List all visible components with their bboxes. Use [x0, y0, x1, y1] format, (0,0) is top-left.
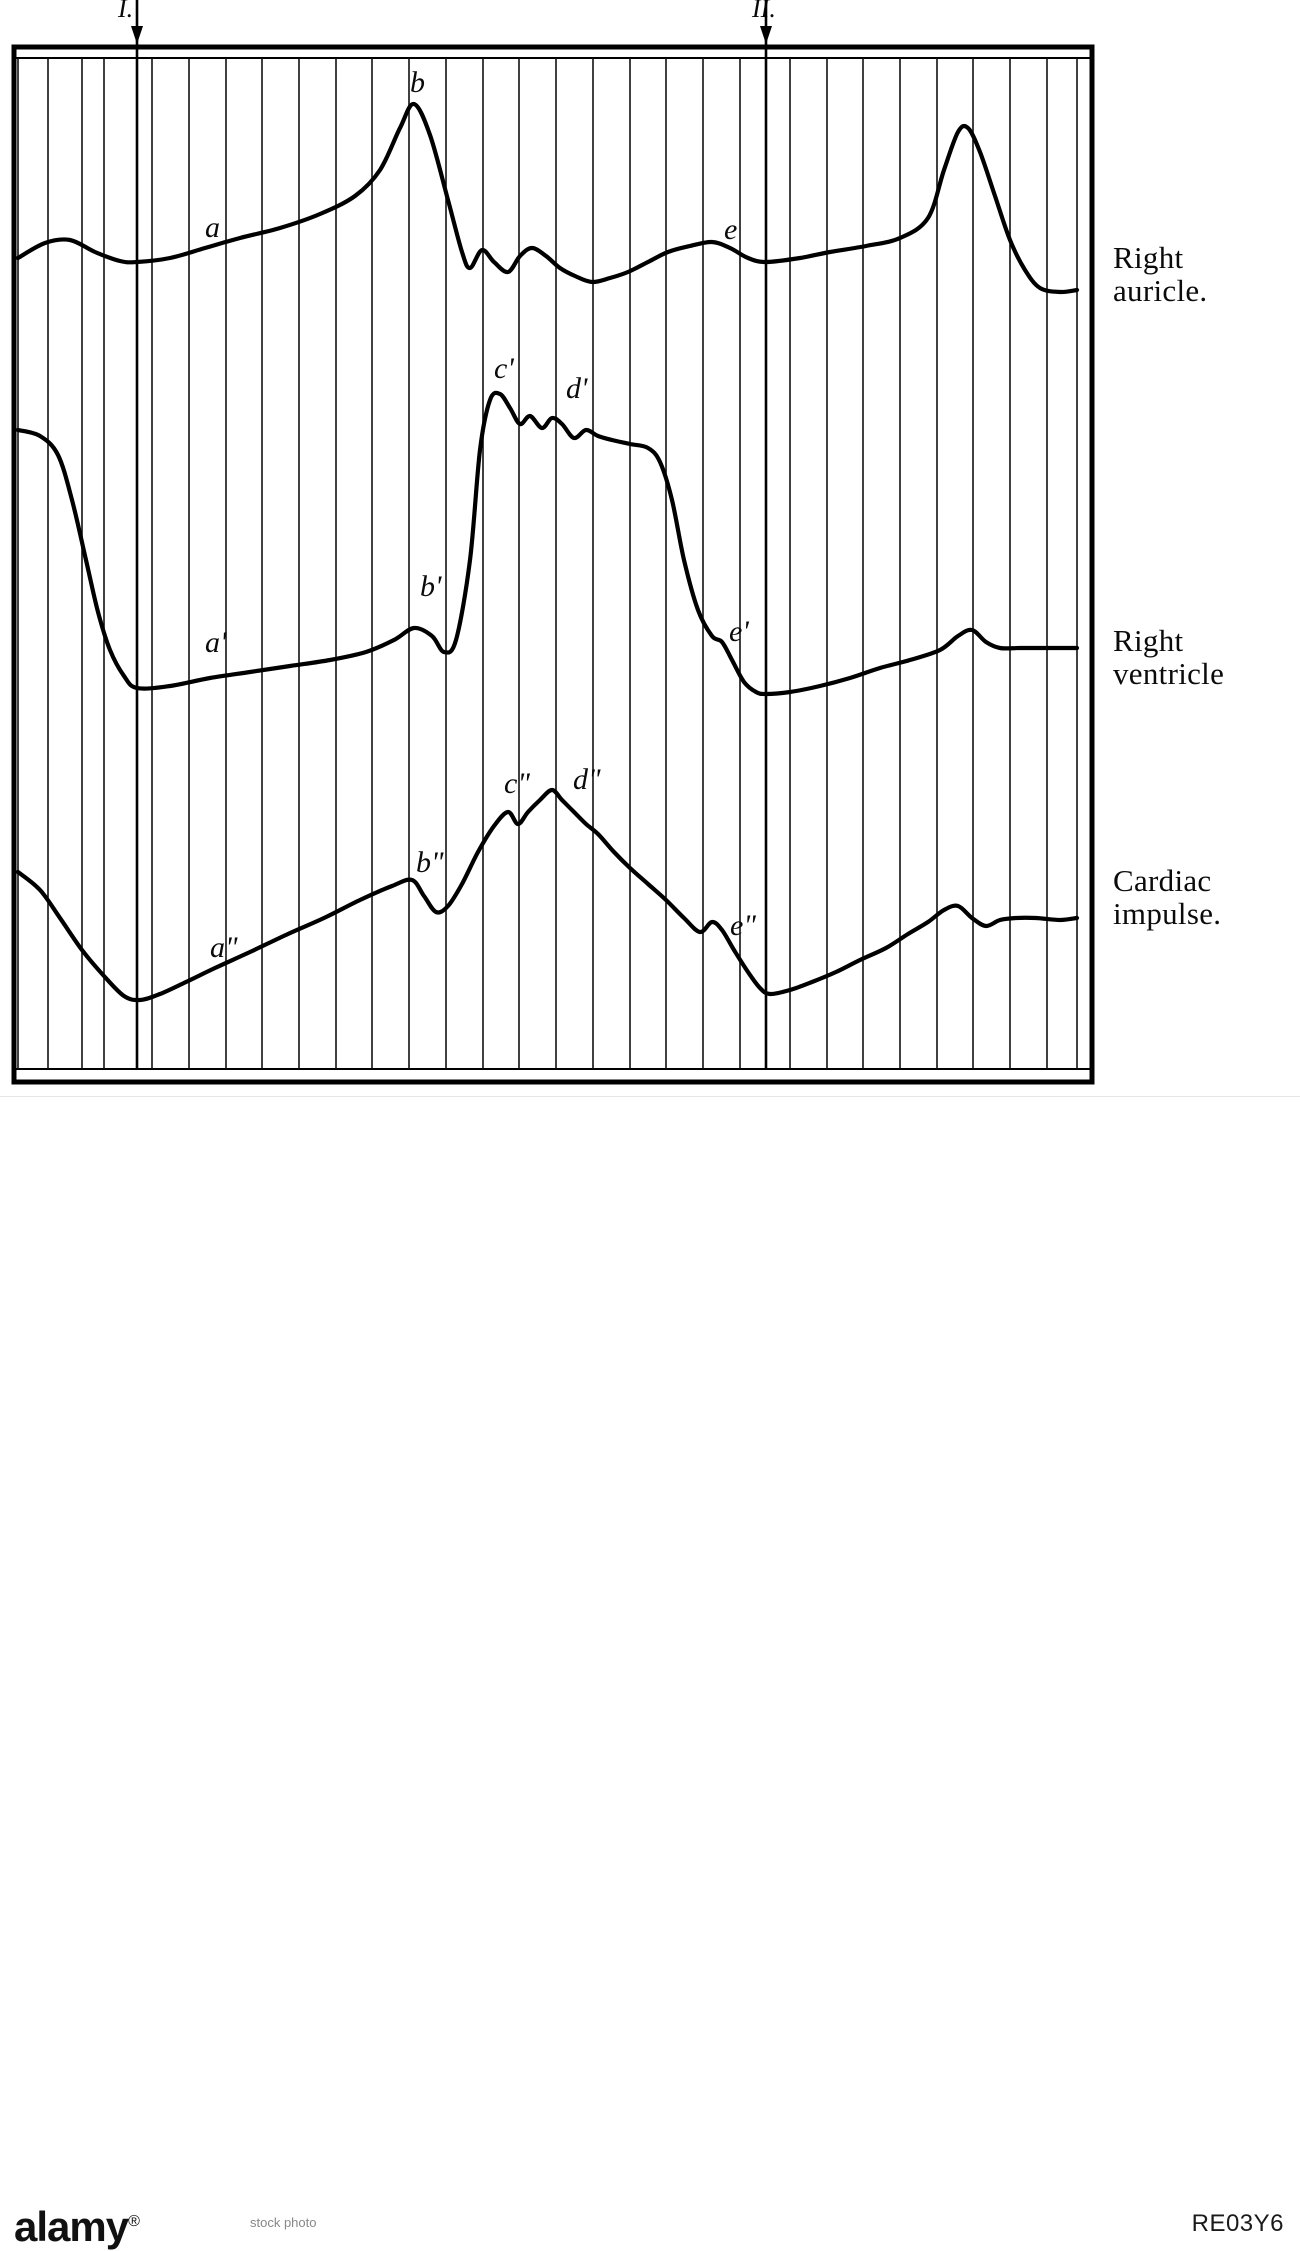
series-label-right-ventricle-line2: ventricle: [1113, 655, 1225, 691]
curve-annotation-11: a": [210, 931, 238, 964]
time-marker-I-arrow-icon: [131, 26, 143, 44]
curve-annotation-12: e": [730, 909, 756, 942]
figure-area: [0, 0, 1300, 1096]
series-label-right-auricle-line2: auricle.: [1113, 272, 1208, 308]
curve-annotation-8: c": [504, 767, 530, 800]
series-label-cardiac-impulse-line2: impulse.: [1113, 895, 1222, 931]
series-label-right-ventricle: [1113, 625, 1224, 690]
curve-annotation-5: b': [420, 570, 442, 603]
curve-annotation-4: d': [566, 372, 588, 405]
image-id: RE03Y6: [1191, 2210, 1284, 2237]
footer-bar: [0, 1096, 1300, 2250]
series-label-cardiac-impulse: [1113, 865, 1221, 930]
alamy-logo-text: alamy: [14, 2203, 129, 2250]
curve-annotation-1: b: [410, 66, 425, 99]
footer-caption: stock photo: [250, 2215, 317, 2230]
series-label-right-auricle: [1113, 242, 1207, 307]
plot-frame: [14, 47, 1092, 1082]
curve-annotation-10: b": [416, 846, 444, 879]
series-label-right-auricle-line1: Right: [1113, 240, 1184, 275]
time-marker-I-label: I.: [118, 0, 134, 23]
registered-mark-icon: ®: [128, 2213, 139, 2230]
curve-annotation-6: a': [205, 626, 227, 659]
time-marker-II-arrow-icon: [760, 26, 772, 44]
series-label-right-ventricle-line1: Right: [1113, 623, 1184, 658]
series-label-cardiac-impulse-line1: Cardiac: [1113, 863, 1212, 898]
plot-svg: [0, 0, 1110, 1096]
time-marker-II-label: II.: [752, 0, 776, 23]
curve-annotation-2: e: [724, 213, 738, 246]
kymograph-plot: [0, 0, 1225, 1096]
curve-annotation-9: d": [573, 763, 601, 796]
alamy-logo: [14, 2203, 139, 2251]
curve-annotation-0: a: [205, 211, 220, 244]
curve-annotation-3: c': [494, 352, 514, 385]
curve-annotation-7: e': [729, 615, 749, 648]
